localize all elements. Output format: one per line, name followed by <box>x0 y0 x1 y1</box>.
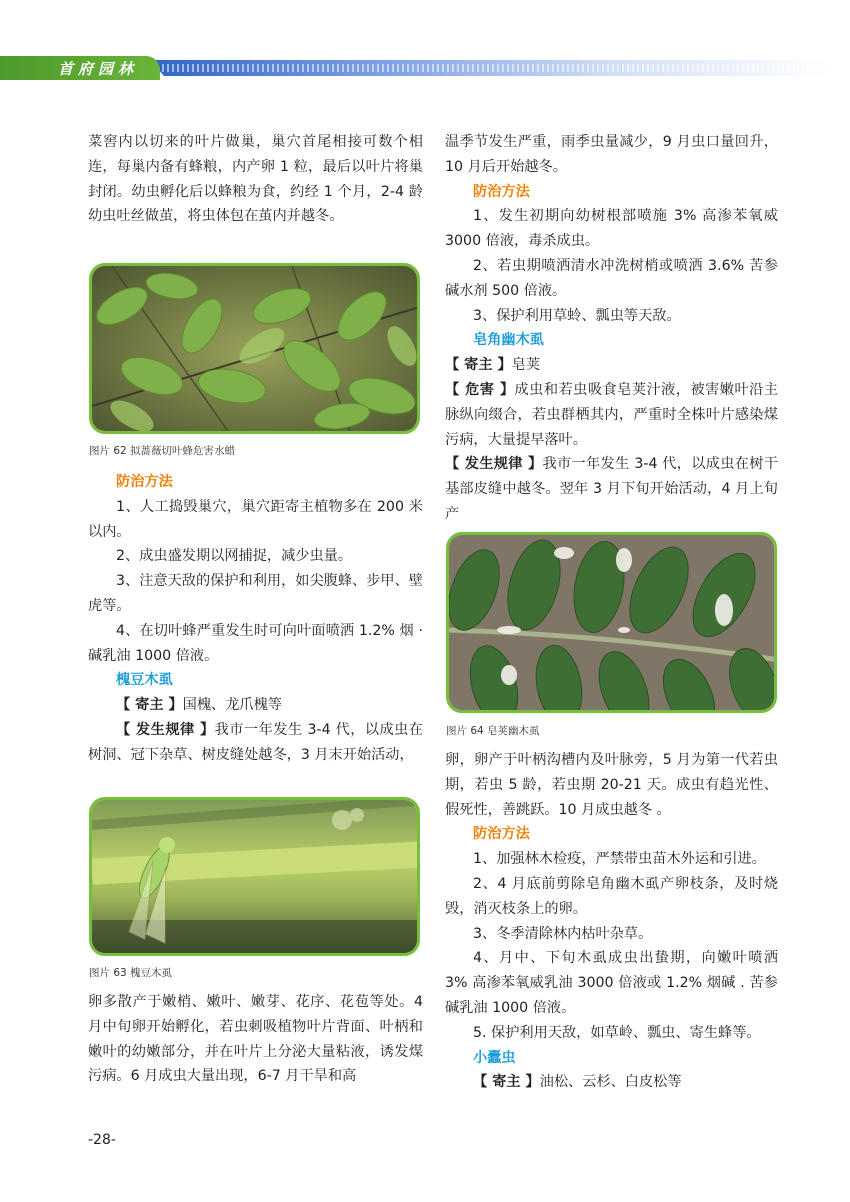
right-control2-item-2: 2、4 月底前剪除皂角幽木虱产卵枝条，及时烧毁，消灭枝条上的卵。 <box>445 875 778 917</box>
control-methods-title: 防治方法 <box>116 474 173 490</box>
right-control2-item-1: 1、加强林木检疫，严禁带虫苗木外运和引进。 <box>473 851 766 868</box>
pest-title-xiaodu: 小蠹虫 <box>473 1049 516 1066</box>
left-bottom-text <box>88 990 423 1089</box>
rule-text: 我市一年发生 3-4 代，以成虫在树洞、冠下杂草、树皮缝处越冬，3 月末开始活动， <box>88 721 423 763</box>
header-title: 首府园林 <box>58 60 139 78</box>
page-number: -28- <box>88 1132 116 1148</box>
control-item-4: 4、在切叶蜂严重发生时可向叶面喷洒 1.2% 烟 · 碱乳油 1000 倍液。 <box>88 622 423 664</box>
right-paragraph-1: 温季节发生严重，雨季虫量减少，9 月虫口量回升，10 月后开始越冬。 <box>445 134 778 175</box>
right-top-section <box>445 130 778 527</box>
right-host2-tag: 【 寄主 】 <box>473 1074 540 1091</box>
host-tag: 【 寄主 】 <box>116 697 183 714</box>
figure-62-caption: 图片 62 拟蔷薇切叶蜂危害水蜡 <box>89 445 236 457</box>
figure-64-caption: 图片 64 皂荚幽木虱 <box>446 725 540 737</box>
leaf-photo-62 <box>92 266 420 434</box>
psyllid-photo-63 <box>92 800 420 956</box>
control-item-2: 2、成虫盛发期以网捕捉，减少虫量。 <box>116 548 353 565</box>
control-item-1: 1、人工捣毁巢穴，巢穴距寄主植物多在 200 米以内。 <box>88 498 423 540</box>
right-control2-item-4: 4、月中、下旬木虱成虫出蛰期，向嫩叶喷洒 3% 高渗苯氧威乳油 3000 倍液或 1.2% 烟碱 . 苦参碱乳油 1000 倍液。 <box>445 950 778 1016</box>
right-control-item-1: 1、发生初期向幼树根部喷施 3% 高渗苯氧威 3000 倍液，毒杀成虫。 <box>445 208 778 250</box>
right-control2-item-3: 3、冬季清除林内枯叶杂草。 <box>473 925 653 942</box>
right-bottom-section <box>445 748 778 1095</box>
header-tab <box>0 56 160 80</box>
right-rule-tag: 【 发生规律 】 <box>445 456 543 473</box>
figure-63-photo <box>89 797 420 956</box>
left-intro <box>88 130 423 229</box>
right-control-title: 防治方法 <box>473 183 530 200</box>
pest-title-zaojiao: 皂角幽木虱 <box>473 332 544 349</box>
harm-tag: 【 危害 】 <box>445 381 515 398</box>
header-stripes <box>162 64 822 72</box>
host-text: 国槐、龙爪槐等 <box>182 697 282 714</box>
right-control2-title: 防治方法 <box>473 826 530 843</box>
figure-64-photo <box>446 532 777 713</box>
right-host-tag: 【 寄主 】 <box>445 357 512 374</box>
right-host-text: 皂荚 <box>511 357 541 374</box>
right-control-item-2: 2、若虫期喷洒清水冲洗树梢或喷洒 3.6% 苦参碱水剂 500 倍液。 <box>445 257 778 299</box>
rule-tag: 【 发生规律 】 <box>116 721 215 738</box>
left-paragraph-1: 菜窖内以切来的叶片做巢，巢穴首尾相接可数个相连，每巢内备有蜂粮，内产卵 1 粒，最后以叶片将巢封闭。幼虫孵化后以蜂粮为食，约经 1 个月，2-4 龄幼虫吐丝做茧，将虫体包在茧内并越冬。 <box>88 134 423 225</box>
control-item-3: 3、注意天敌的保护和利用，如尖腹蜂、步甲、壁虎等。 <box>88 573 423 614</box>
left-paragraph-after: 卵多散产于嫩梢、嫩叶、嫩芽、花序、花苞等处。4 月中旬卵开始孵化，若虫刺吸植物叶片背面、叶柄和嫩叶的幼嫩部分，并在叶片上分泌大量粘液，诱发煤污病。6 月成虫大量出现，6-7 月干旱和高 <box>88 994 423 1085</box>
leaf-photo-64 <box>449 535 777 713</box>
harm-text: 成虫和若虫吸食皂荚汁液，被害嫩叶沿主脉纵向缀合，若虫群栖其内，严重时全株叶片感染煤污病，大量提早落叶。 <box>445 381 778 448</box>
left-control-section <box>88 470 423 768</box>
right-host2-text: 油松、云杉、白皮松等 <box>539 1074 682 1091</box>
right-rule-text: 我市一年发生 3-4 代，以成虫在树干基部皮缝中越冬。翌年 3 月下旬开始活动，4 月上旬产 <box>445 456 778 522</box>
pest-title-huaidou: 槐豆木虱 <box>116 672 173 689</box>
right-paragraph-2: 卵，卵产于叶柄沟槽内及叶脉旁，5 月为第一代若虫期，若虫 5 龄，若虫期 20-21 天。成虫有趋光性、假死性，善跳跃。10 月成虫越冬 。 <box>445 752 778 818</box>
right-control-item-3: 3、保护利用草蛉、瓢虫等天敌。 <box>473 307 681 324</box>
figure-63-caption: 图片 63 槐豆木虱 <box>89 967 173 979</box>
right-control2-item-5: 5. 保护利用天敌，如草岭、瓢虫、寄生蜂等。 <box>473 1024 761 1041</box>
figure-62-photo <box>89 263 420 434</box>
